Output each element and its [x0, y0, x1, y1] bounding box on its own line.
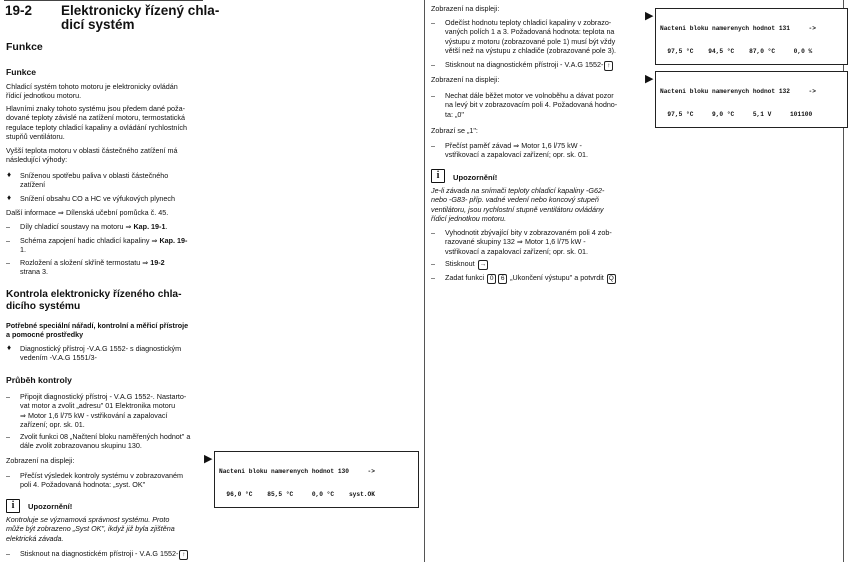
kontrola-heading	[6, 289, 182, 313]
dash-marker: –	[431, 18, 435, 27]
text-line: Připojit diagnostický přístroj - V.A.G 1552-. Nastarto-	[20, 392, 187, 401]
text-line: může být zobrazeno „Syst OK", ikdyž již byla zjištěna	[6, 524, 175, 534]
text-segment: Stisknout	[445, 259, 475, 268]
note-heading: Upozornění!	[28, 502, 73, 511]
text-line: Diagnostický přístroj -V.A.G 1552- s diagnostickým	[20, 344, 182, 353]
right-arrow-key-icon[interactable]: →	[479, 261, 487, 268]
text-segment: „Ukončení výstupu" a potvrdit	[510, 273, 604, 282]
top-rule-left	[4, 0, 203, 1]
display-block-132	[655, 71, 848, 128]
display-line: 96,0 °C 85,5 °C 0,0 °C syst.OK	[219, 490, 375, 498]
dash-item	[431, 91, 646, 119]
text-line: Kontroluje se významová správnost systému. Proto	[6, 515, 170, 524]
display-block-131	[655, 8, 848, 65]
text-line: Zvolit funkci 08 „Načtení bloku naměřených hodnot" a	[20, 432, 191, 441]
text-line: vstřikovací a zapalovací zařízení; opr. sk. 01.	[445, 150, 589, 160]
dash-item	[6, 258, 211, 277]
display-label: Zobrazení na displeji:	[431, 4, 500, 13]
text-line: větší než na výstupu z chladiče (zobrazované pole 3).	[445, 46, 616, 56]
pointer-arrow-icon: ▶	[204, 453, 213, 465]
text-segment: Zadat funkci	[445, 273, 485, 282]
paragraph-intro	[6, 82, 206, 101]
info-icon: i	[6, 499, 20, 513]
pointer-arrow-icon: ▶	[645, 73, 654, 85]
display-label: Zobrazení na displeji:	[431, 75, 500, 84]
text-line: razované skupiny 132 ⇒ Motor 1,6 l/75 kW -	[445, 237, 586, 247]
up-key-icon[interactable]: ↑	[179, 550, 188, 560]
text-line: a pomocné prostředky	[6, 330, 84, 340]
chapter-title-line2: dicí systém	[61, 17, 135, 32]
display-label: Zobrazení na displeji:	[6, 456, 75, 465]
heading-line: dicího systému	[6, 301, 81, 312]
info-icon: i	[431, 169, 445, 183]
dash-marker: –	[431, 273, 435, 282]
paragraph-advantages	[6, 146, 211, 165]
link-ref[interactable]: Kap. 19-	[159, 236, 188, 245]
text-segment: Stisknout na diagnostickém přístroji - V.A.G 1552-	[20, 549, 179, 558]
text-segment: Schéma zapojení hadic chladicí kapaliny ⇒	[20, 236, 160, 245]
pointer-arrow-icon: ▶	[645, 10, 654, 22]
text-line: Chladicí systém tohoto motoru je elektronicky ovládán	[6, 82, 178, 91]
text-line: zatížení	[20, 180, 46, 190]
center-divider	[424, 0, 425, 562]
further-info: Další informace ⇒ Dílenská učební pomůcka č. 45.	[6, 208, 169, 217]
text-line: Vyhodnotit zbývající bity v zobrazovaném poli 4 zob-	[445, 228, 612, 237]
dash-item	[431, 18, 646, 56]
note-heading: Upozornění!	[453, 173, 498, 182]
text-segment: Rozložení a složení skříně termostatu ⇒	[20, 258, 151, 267]
text-line: dále zvolit zobrazovanou skupinu 130.	[20, 441, 142, 451]
text-line: zařízení; opr. sk. 01.	[20, 420, 85, 430]
note-text	[431, 186, 646, 224]
text-line: Snížení obsahu CO a HC ve výfukových plynech	[20, 194, 176, 203]
text-line: vat motor a zvolit „adresu" 01 Elektronika motoru	[20, 401, 176, 411]
dash-marker: –	[6, 549, 10, 558]
text-line: řídicí jednotkou motoru.	[431, 214, 507, 224]
dash-item	[431, 228, 646, 256]
display-line: Nacteni bloku namerenych hodnot 131 ->	[660, 25, 816, 33]
dash-marker: –	[431, 259, 435, 268]
key-q-icon[interactable]: Q	[608, 275, 614, 282]
dash-marker: –	[431, 60, 435, 69]
text-line: elektrická závada.	[6, 533, 64, 543]
dash-item	[6, 392, 216, 430]
text-line: vaných polích 1 a 3. Požadovaná hodnota: teplota na	[445, 27, 615, 37]
dash-marker: –	[431, 91, 435, 100]
text-line: výstupu z motoru (zobrazované pole 1) musí být vždy	[445, 36, 616, 46]
text-line: Přečíst paměť závad ⇒ Motor 1,6 l/75 kW -	[445, 141, 582, 150]
tools-heading	[6, 321, 216, 340]
dash-marker: –	[6, 432, 10, 441]
text-line: řídicí jednotkou motoru.	[6, 91, 82, 101]
display-line: 97,5 °C 94,5 °C 87,0 °C 0,0 %	[660, 47, 813, 55]
dash-marker: –	[6, 222, 10, 231]
text-line: Potřebné speciální nářadí, kontrolní a měřicí přístroje	[6, 321, 189, 330]
dash-item	[431, 141, 646, 160]
dash-item	[6, 432, 216, 451]
dash-marker: –	[431, 228, 435, 237]
text-line: stupňů ventilátoru.	[6, 132, 65, 142]
dash-item	[431, 259, 646, 270]
dash-item	[6, 222, 211, 231]
dash-marker: –	[6, 392, 10, 401]
text-line: na levý bit v zobrazovacím poli 4. Požadovaná hodno-	[445, 100, 618, 110]
link-ref[interactable]: 19-2	[150, 258, 165, 267]
display-line: 97,5 °C 9,0 °C 5,1 V 101100	[660, 110, 813, 118]
text-line: Přečíst výsledek kontroly systému v zobrazovaném	[20, 471, 183, 480]
dash-item	[431, 273, 651, 284]
text-segment: Díly chladicí soustavy na motoru ⇒	[20, 222, 134, 231]
bullet-icon: ♦	[7, 343, 12, 352]
text-line: nebo -G83- příp. vadné vedení nebo koncový stupeň	[431, 195, 599, 205]
dash-marker: –	[431, 141, 435, 150]
heading-line: Kontrola elektronicky řízeného chla-	[6, 289, 182, 300]
bullet-icon: ♦	[7, 170, 12, 179]
text-line: Sníženou spotřebu paliva v oblasti částečného	[20, 171, 169, 180]
text-segment: Stisknout na diagnostickém přístroji - V.A.G 1552-	[445, 60, 604, 69]
bullet-icon: ♦	[7, 193, 12, 202]
display-line: Nacteni bloku namerenych hodnot 132 ->	[660, 88, 816, 96]
shown-label: Zobrazí se „1":	[431, 126, 478, 135]
text-line: dované teploty závislé na zatížení motoru, termostatická	[6, 113, 185, 123]
dash-item	[6, 549, 216, 560]
bullet-item	[6, 344, 211, 363]
text-line: následující výhody:	[6, 155, 68, 165]
chapter-title-line1: Elektronicky řízený chla-	[61, 3, 220, 18]
text-line: vstřikovací a zapalovací zařízení; opr. sk. 01.	[445, 246, 589, 256]
bullet-item	[6, 171, 211, 190]
text-line: Odečíst hodnotu teploty chladicí kapaliny v zobrazo-	[445, 18, 612, 27]
text-segment: strana 3.	[20, 267, 48, 277]
key-6-icon[interactable]: 6	[498, 274, 507, 284]
text-segment: .	[165, 222, 168, 231]
paragraph-features	[6, 104, 211, 142]
text-line: Nechat dále běžet motor ve volnoběhu a dávat pozor	[445, 91, 614, 100]
text-line: Je-li závada na snímači teploty chladicí kapaliny -G62-	[431, 186, 605, 195]
text-line: regulace teploty chladicí kapaliny a ovládání rychlostních	[6, 122, 187, 132]
text-line: Hlavními znaky tohoto systému jsou předem dané poža-	[6, 104, 185, 113]
dash-item	[431, 60, 646, 71]
funkce-heading: Funkce	[6, 41, 43, 53]
up-key-icon[interactable]: ↑	[604, 61, 613, 71]
key-0-icon[interactable]: 0	[487, 274, 496, 284]
funkce-subheading: Funkce	[6, 67, 37, 77]
chapter-number: 19-2	[5, 3, 33, 18]
note-text	[6, 515, 216, 543]
dash-item	[6, 471, 216, 490]
prubeh-heading: Průběh kontroly	[6, 375, 72, 385]
dash-marker: –	[6, 236, 10, 245]
text-line: ta: „0"	[445, 109, 464, 119]
display-block-130	[214, 451, 419, 508]
text-line: vedením -V.A.G 1551/3-	[20, 353, 97, 363]
dash-marker: –	[6, 258, 10, 267]
text-line: Vyšší teplota motoru v oblasti částečného zatížení má	[6, 146, 178, 155]
dash-item	[6, 236, 211, 255]
text-segment: 1.	[20, 245, 26, 255]
text-line: ventilátoru, jsou rychlostní stupně ventilátoru ovládány	[431, 204, 604, 214]
link-ref[interactable]: Kap. 19-1	[133, 222, 166, 231]
dash-marker: –	[6, 471, 10, 480]
text-line: ⇒ Motor 1,6 l/75 kW - vstřikování a zapalovací	[20, 410, 168, 420]
bullet-item	[6, 194, 211, 203]
text-line: poli 4. Požadovaná hodnota: „syst. OK"	[20, 480, 146, 490]
display-line: Nacteni bloku namerenych hodnot 130 ->	[219, 468, 375, 476]
